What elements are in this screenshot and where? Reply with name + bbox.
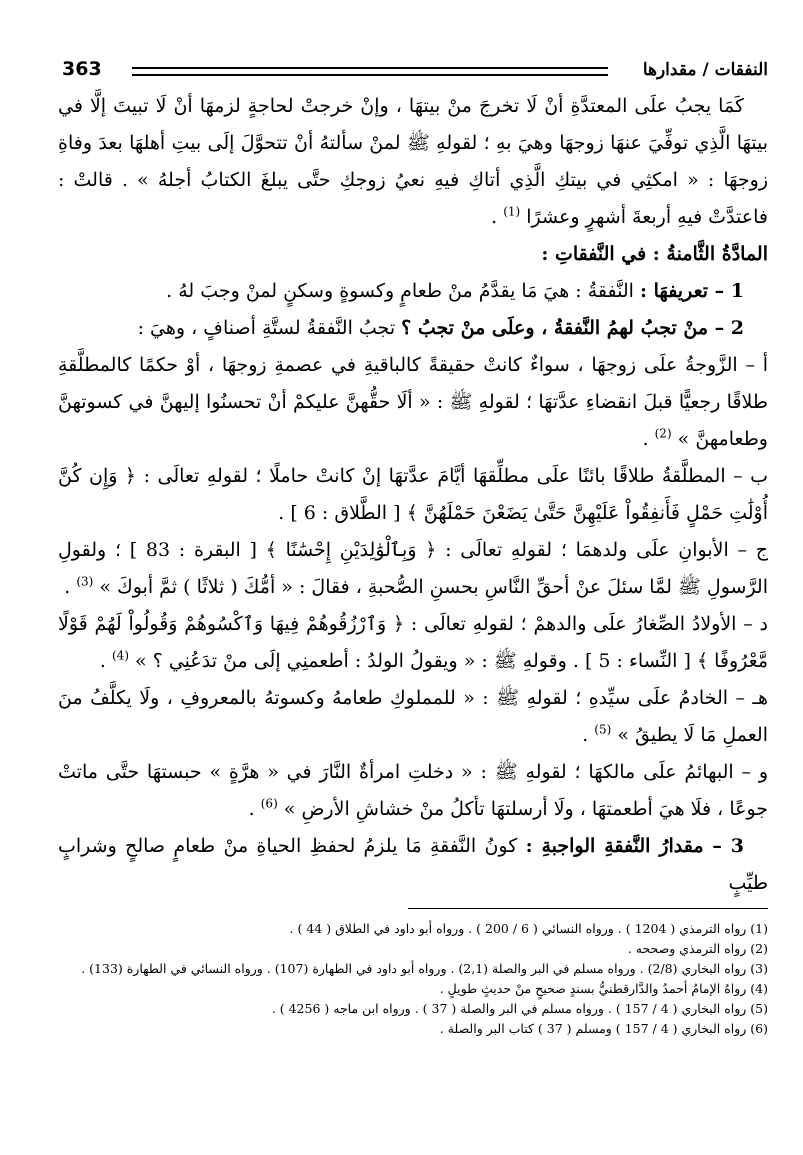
footnote-ref-6: (6) <box>260 796 278 811</box>
footnotes <box>58 919 768 1039</box>
footnote-4: (4) رواهُ الإمامُ أحمدُ والدَّارقطنيُّ بسندٍ صحيحٍ منْ حديثٍ طويلٍ . <box>439 981 768 996</box>
item-definition-text: النَّفقةُ : هيَ مَا يقدَّمُ منْ طعامٍ وكسوةٍ وسكنٍ لمنْ وجبَ لهُ . <box>166 280 634 302</box>
item-recipients <box>58 310 768 347</box>
item-wife <box>58 347 768 458</box>
section-heading: المادَّةُ الثَّامنةُ : في النَّفقاتِ : <box>541 243 768 265</box>
running-title: النفقات / مقدارها <box>642 60 768 80</box>
paragraph-iddah <box>58 88 768 236</box>
main-text <box>58 88 768 902</box>
item-amount-label: 3 – مقدارُ النَّفقةِ الواجبةِ : <box>525 835 744 857</box>
footnote-ref-5: (5) <box>594 722 612 737</box>
item-parents-text: ج – الأبوانِ علَى ولدهمَا ؛ لقولهِ تعالَى : ﴿ وَبِٱلْوَٰلِدَيْنِ إِحْسَٰنًا ﴾ [ البقرة : 83 ] ؛ ولقولِ الرَّسولِ ﷺ لمَّا سئلَ عنْ أحقِّ النَّاسِ بحسنِ الصُّحبةِ ، فقالَ : « أمُّكَ ( ثلاثًا ) ثمَّ أبوكَ » <box>58 539 768 598</box>
footnote-5: (5) رواه البخاري ( 4 / 157 ) . ورواه مسلم في البر والصلة ( 37 ) . ورواه ابن ماجه ( 4256 ) . <box>271 1001 768 1016</box>
footnote-divider <box>408 908 768 909</box>
item-animals <box>58 754 768 828</box>
item-children-text: د – الأولادُ الصِّغارُ علَى والدهمْ ؛ لقولهِ تعالَى : ﴿ وَٱرْزُقُوهُمْ فِيهَا وَٱكْسُوهُمْ وَقُولُواْ لَهُمْ قَوْلًا مَّعْرُوفًا ﴾ [ النِّساء : 5 ] . وقولهِ ﷺ : « ويقولُ الولدُ : أطعمنِي إلَى منْ تدَعُنِي ؟ » <box>58 613 768 672</box>
paragraph-iddah-text: كَمَا يجبُ علَى المعتدَّةِ أنْ لَا تخرجَ منْ بيتهَا ، وإنْ خرجتْ لحاجةٍ لزمهَا أنْ لَا تبيتَ إلَّا في بيتهَا الَّذِي توفِّيَ عنهَا زوجهَا وهيَ بهِ ؛ لقولهِ ﷺ لمنْ سألتهُ أنْ تتحوَّلَ إلَى بيتِ أهلهَا بعدَ وفاةِ زوجهَا : « امكثِي في بيتكِ الَّذِي أتاكِ فيهِ نعيُ زوجكِ حتَّى يبلغَ الكتابُ أجلهُ » . قالتْ : فاعتدَّتْ فيهِ أربعةَ أشهرٍ وعشرًا <box>58 95 768 228</box>
item-servant <box>58 680 768 754</box>
item-amount-text: كونُ النَّفقةِ مَا يلزمُ لحفظِ الحياةِ منْ طعامٍ صالحٍ وشرابٍ طيِّبٍ <box>58 835 768 894</box>
item-wife-end: . <box>642 428 649 450</box>
item-servant-text: هـ – الخادمُ علَى سيِّدهِ ؛ لقولهِ ﷺ : « للمملوكِ طعامهُ وكسوتهُ بالمعروفِ ، ولَا يكلَّفُ منَ العملِ مَا لَا يطيقُ » <box>58 687 768 746</box>
item-divorced <box>58 458 768 532</box>
item-parents-end: . <box>64 576 71 598</box>
item-servant-end: . <box>582 724 589 746</box>
item-definition <box>58 273 768 310</box>
item-recipients-text: تجبُ النَّفقةُ لستَّةِ أصنافٍ ، وهيَ : <box>137 317 396 339</box>
header-double-rule <box>132 67 608 76</box>
item-children-end: . <box>99 650 106 672</box>
footnote-3: (3) رواه البخاري (2/8) . ورواه مسلم في البر والصلة (2,1) . ورواه أبو داود في الطهارة (107) . ورواه النسائي في الطهارة (133) . <box>81 961 768 976</box>
footnote-ref-3: (3) <box>76 574 94 589</box>
item-definition-label: 1 – تعريفهَا : <box>640 280 744 302</box>
item-children <box>58 606 768 680</box>
item-parents <box>58 532 768 606</box>
footnote-6: (6) رواه البخاري ( 4 / 157 ) ومسلم ( 37 ) كتاب البر والصلة . <box>439 1021 768 1036</box>
item-wife-text: أ – الزَّوجةُ علَى زوجهَا ، سواءٌ كانتْ حقيقةً كالباقيةِ في عصمةِ زوجهَا ، أوْ حكمًا كالمطلَّقةِ طلاقًا رجعيًّا قبلَ انقضاءِ عدَّتهَا ؛ لقولهِ ﷺ : « ألَا حقُّهنَّ عليكمْ أنْ تحسنُوا إليهنَّ في كسوتهنَّ وطعامهنَّ » <box>58 354 769 450</box>
footnote-ref-1: (1) <box>503 204 521 219</box>
running-header <box>62 58 768 84</box>
footnote-1: (1) رواه الترمذي ( 1204 ) . ورواه النسائي ( 6 / 200 ) . ورواه أبو داود في الطلاق ( 44 ) . <box>289 921 768 936</box>
document-page <box>58 58 768 1039</box>
item-divorced-text: ب – المطلَّقةُ طلاقًا بائنًا علَى مطلِّقهَا أيَّامَ عدَّتهَا إنْ كانتْ حاملًا ؛ لقولهِ تعالَى : ﴿ وَإِن كُنَّ أُوْلَٰتِ حَمْلٍ فَأَنفِقُواْ عَلَيْهِنَّ حَتَّىٰ يَضَعْنَ حَمْلَهُنَّ ﴾ [ الطَّلاق : 6 ] . <box>58 465 768 524</box>
page-number: 363 <box>62 58 102 80</box>
item-amount <box>58 828 768 902</box>
paragraph-iddah-end: . <box>491 206 498 228</box>
item-animals-text: و – البهائمُ علَى مالكهَا ؛ لقولهِ ﷺ : « دخلتِ امرأةٌ النَّارَ في « هرَّةٍ » حبستهَا حتَّى ماتتْ جوعًا ، فلَا هيَ أطعمتهَا ، ولَا أرسلتهَا تأكلُ منْ خشاشِ الأرضِ » <box>58 761 768 820</box>
footnote-ref-2: (2) <box>654 426 672 441</box>
item-animals-end: . <box>248 798 255 820</box>
footnote-ref-4: (4) <box>111 648 129 663</box>
item-recipients-label: 2 – منْ تجبُ لهمُ النَّفقةُ ، وعلَى منْ تجبُ ؟ <box>401 317 744 339</box>
footnote-2: (2) رواه الترمذي وصححه . <box>627 941 768 956</box>
